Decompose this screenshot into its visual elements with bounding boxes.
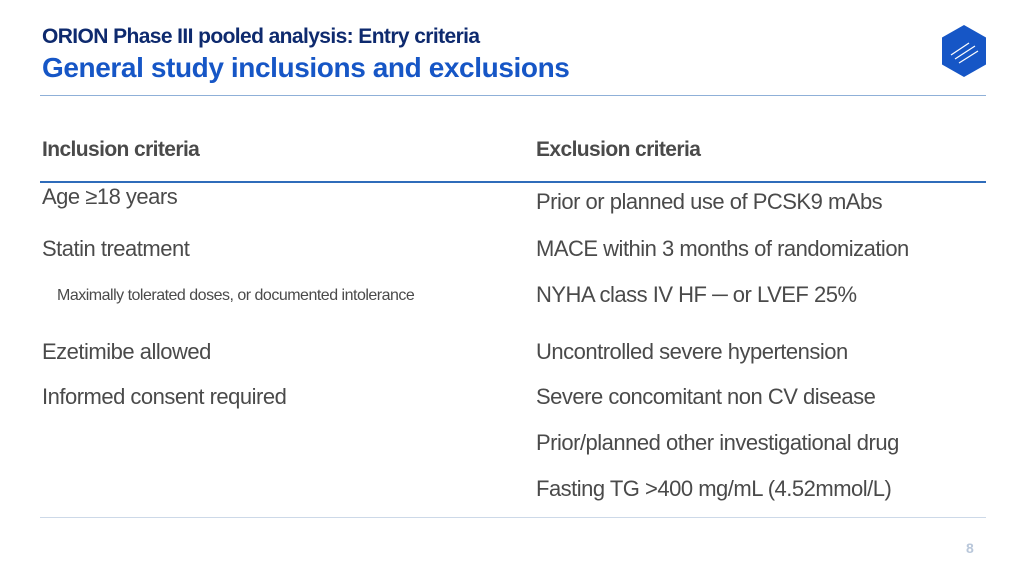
exclusion-item: MACE within 3 months of randomization	[536, 236, 909, 261]
inclusion-subitem: Maximally tolerated doses, or documented intolerance	[57, 287, 415, 304]
bottom-divider	[40, 517, 986, 518]
exclusion-item: Severe concomitant non CV disease	[536, 384, 876, 409]
exclusion-item: NYHA class IV HF ─ or LVEF 25%	[536, 282, 857, 307]
exclusion-heading: Exclusion criteria	[536, 138, 701, 161]
exclusion-item: Uncontrolled severe hypertension	[536, 339, 848, 364]
exclusion-item: Prior/planned other investigational drug	[536, 430, 899, 455]
slide-kicker: ORION Phase III pooled analysis: Entry criteria	[42, 25, 480, 48]
inclusion-item: Ezetimibe allowed	[42, 339, 211, 364]
inclusion-item: Informed consent required	[42, 384, 287, 409]
exclusion-item: Fasting TG >400 mg/mL (4.52mmol/L)	[536, 476, 892, 501]
page-number: 8	[966, 540, 974, 556]
header-divider	[40, 181, 986, 183]
exclusion-item: Prior or planned use of PCSK9 mAbs	[536, 189, 883, 214]
inclusion-item: Statin treatment	[42, 236, 190, 261]
inclusion-item: Age ≥18 years	[42, 184, 178, 209]
inclusion-heading: Inclusion criteria	[42, 138, 200, 161]
slide-title: General study inclusions and exclusions	[42, 52, 570, 83]
hexagon-logo-icon	[941, 24, 987, 78]
top-divider	[40, 95, 986, 96]
